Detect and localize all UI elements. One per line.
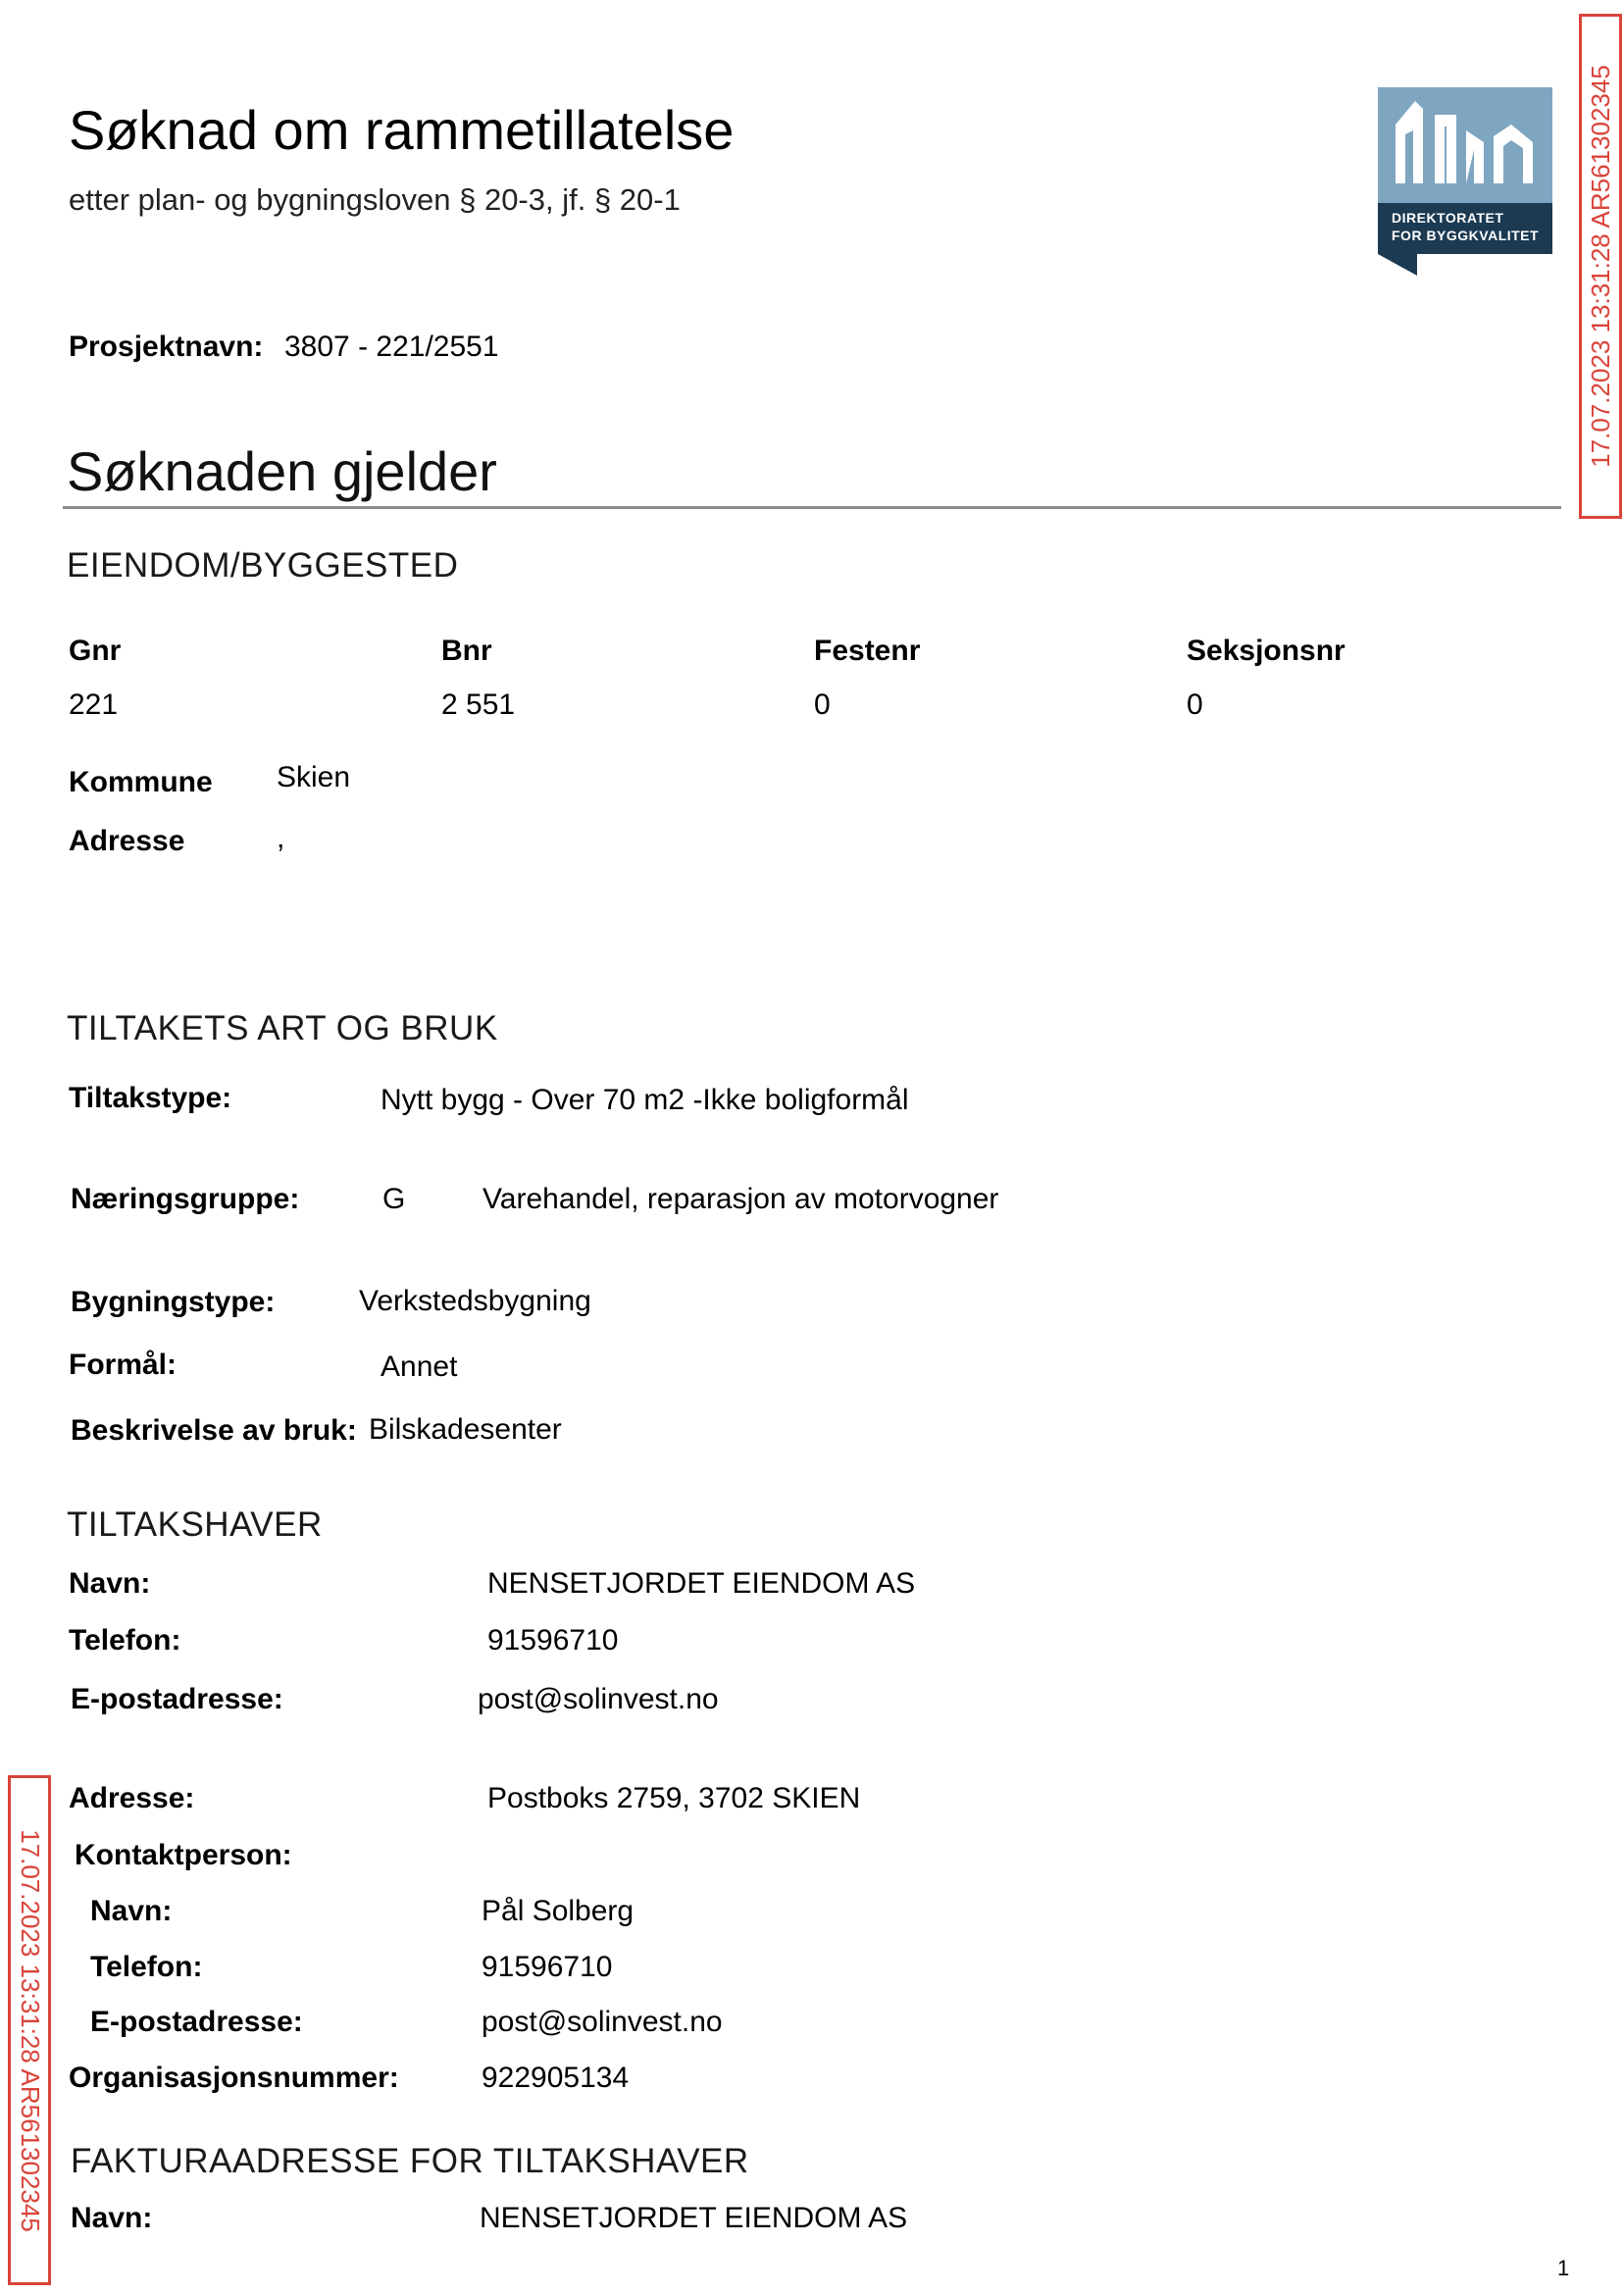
document-title: Søknad om rammetillatelse: [69, 99, 735, 161]
stamp-text-left: 17.07.2023 13:31:28 AR561302345: [15, 1828, 45, 2232]
logo-text-line-1: DIREKTORATET: [1392, 210, 1504, 226]
org-number-value: 922905134: [482, 2062, 630, 2094]
naeringsgruppe-code: G: [382, 1183, 406, 1215]
contact-navn-label: Navn:: [90, 1895, 173, 1927]
contact-telefon-value: 91596710: [482, 1951, 613, 1983]
contact-epost-value: post@solinvest.no: [482, 2006, 723, 2038]
page-number: 1: [1557, 2256, 1570, 2280]
document-subtitle: etter plan- og bygningsloven § 20-3, jf. § 20-1: [69, 182, 681, 217]
adresse-label: Adresse: [69, 825, 185, 857]
seksjonsnr-value: 0: [1187, 688, 1203, 721]
formal-value: Annet: [381, 1351, 458, 1383]
bygningstype-value: Verkstedsbygning: [359, 1285, 591, 1317]
owner-telefon-value: 91596710: [487, 1624, 619, 1657]
contact-epost-label: E-postadresse:: [90, 2006, 303, 2038]
owner-navn-label: Navn:: [69, 1567, 151, 1600]
bnr-label: Bnr: [441, 635, 492, 667]
invoice-heading: FAKTURAADRESSE FOR TILTAKSHAVER: [71, 2142, 749, 2180]
owner-telefon-label: Telefon:: [69, 1624, 181, 1657]
invoice-navn-label: Navn:: [71, 2202, 153, 2234]
bygningstype-label: Bygningstype:: [71, 1286, 276, 1318]
building-logo-icon: [1378, 87, 1552, 203]
naeringsgruppe-label: Næringsgruppe:: [71, 1183, 300, 1215]
logo-text-line-2: FOR BYGGKVALITET: [1392, 228, 1540, 243]
owner-heading: TILTAKSHAVER: [67, 1505, 323, 1544]
bruk-value: Bilskadesenter: [369, 1413, 562, 1446]
owner-epost-label: E-postadresse:: [71, 1683, 283, 1715]
contact-telefon-label: Telefon:: [90, 1951, 203, 1983]
bnr-value: 2 551: [441, 688, 516, 721]
kommune-label: Kommune: [69, 766, 213, 798]
owner-adresse-label: Adresse:: [69, 1782, 195, 1814]
timestamp-stamp-top: [1579, 14, 1622, 519]
owner-navn-value: NENSETJORDET EIENDOM AS: [487, 1567, 916, 1600]
seksjonsnr-label: Seksjonsnr: [1187, 635, 1345, 667]
gnr-value: 221: [69, 688, 119, 721]
contact-person-label: Kontaktperson:: [75, 1839, 292, 1871]
stamp-text-top: 17.07.2023 13:31:28 AR561302345: [1585, 65, 1615, 468]
dibk-logo: [1378, 87, 1552, 254]
owner-adresse-value: Postboks 2759, 3702 SKIEN: [487, 1782, 861, 1814]
measure-heading: TILTAKETS ART OG BRUK: [67, 1009, 498, 1047]
kommune-value: Skien: [277, 761, 351, 793]
gnr-label: Gnr: [69, 635, 122, 667]
owner-epost-value: post@solinvest.no: [478, 1683, 719, 1715]
formal-label: Formål:: [69, 1349, 178, 1381]
naeringsgruppe-value: Varehandel, reparasjon av motorvogner: [482, 1183, 999, 1215]
festenr-value: 0: [814, 688, 831, 721]
project-value: 3807 - 221/2551: [284, 331, 499, 363]
timestamp-stamp-left: [8, 1775, 51, 2285]
section-divider: [63, 506, 1561, 509]
adresse-value: ,: [277, 822, 285, 854]
invoice-navn-value: NENSETJORDET EIENDOM AS: [480, 2202, 908, 2234]
contact-navn-value: Pål Solberg: [482, 1895, 634, 1927]
project-label: Prosjektnavn:: [69, 331, 264, 363]
bruk-label: Beskrivelse av bruk:: [71, 1414, 357, 1447]
tiltakstype-label: Tiltakstype:: [69, 1082, 232, 1114]
property-heading: EIENDOM/BYGGESTED: [67, 546, 459, 585]
tiltakstype-value: Nytt bygg - Over 70 m2 -Ikke boligformål: [381, 1084, 909, 1116]
festenr-label: Festenr: [814, 635, 921, 667]
org-number-label: Organisasjonsnummer:: [69, 2062, 399, 2094]
logo-tab-icon: [1378, 254, 1417, 276]
section-title: Søknaden gjelder: [67, 440, 497, 502]
